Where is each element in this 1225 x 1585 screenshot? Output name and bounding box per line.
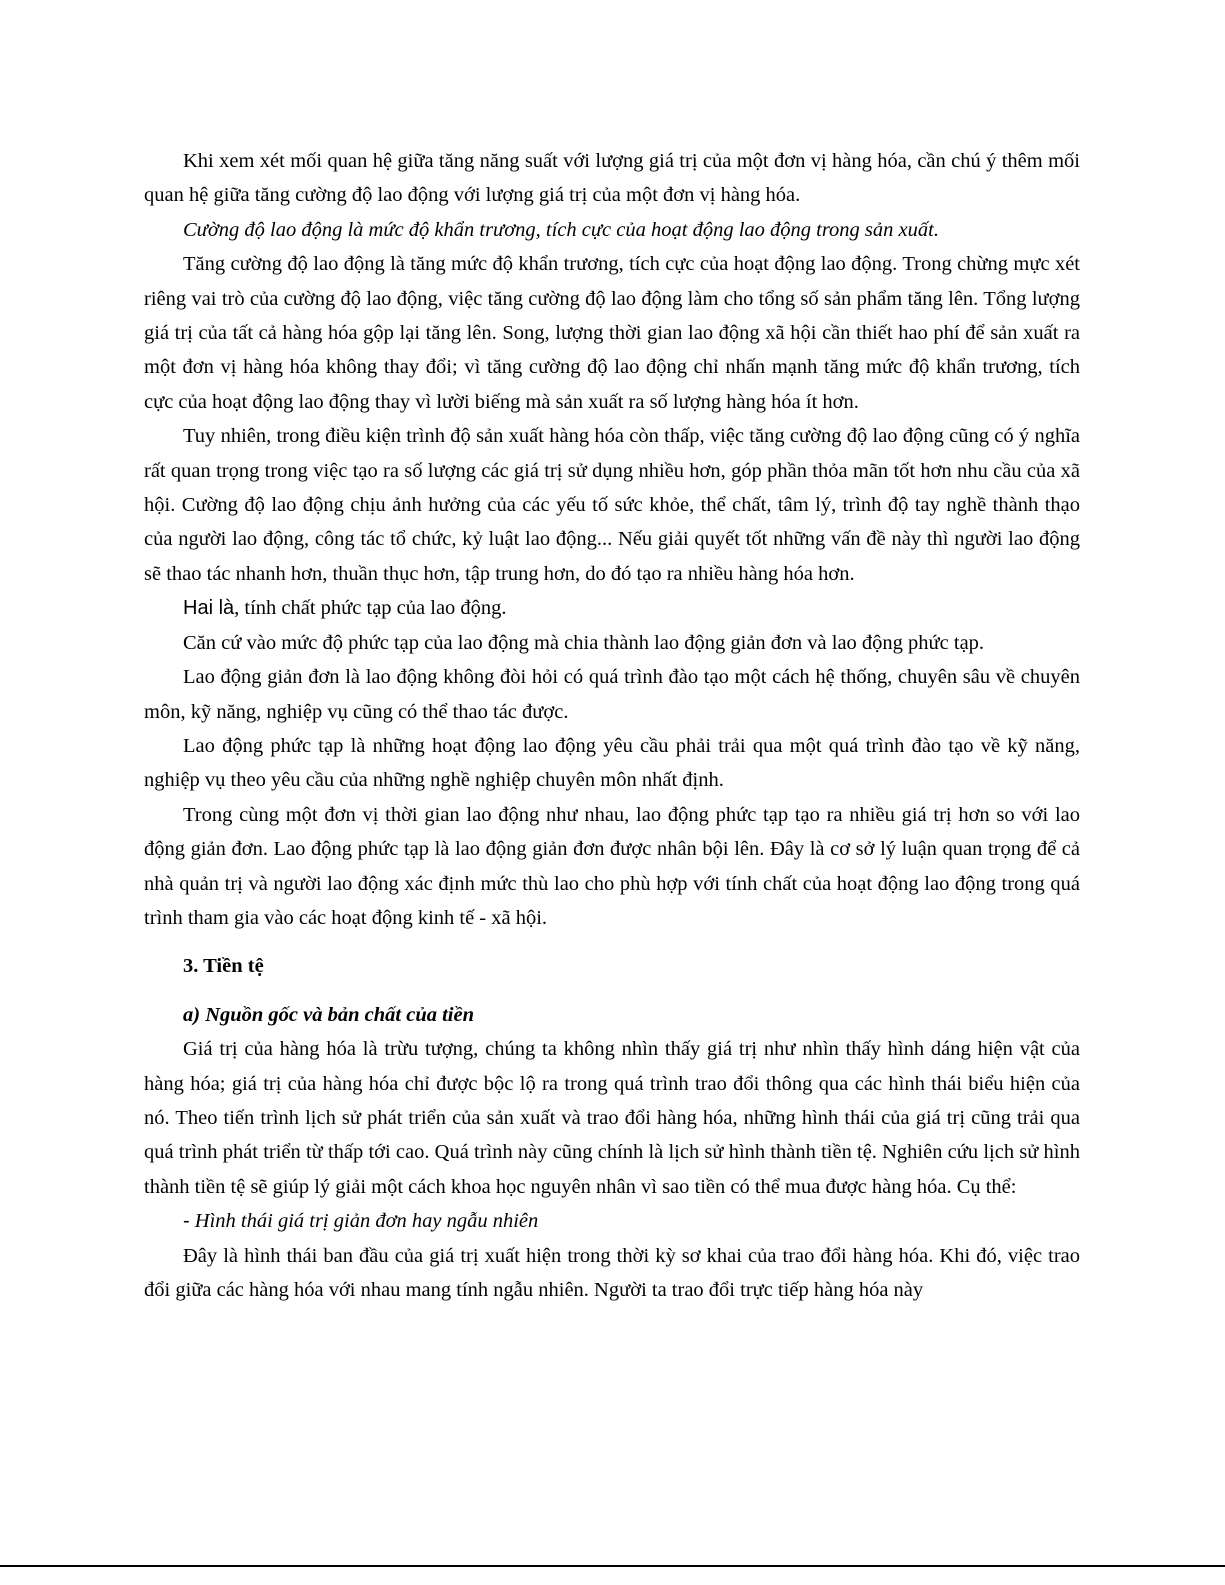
paragraph-simple-labor: Lao động giản đơn là lao động không đòi hỏi có quá trình đào tạo một cách hệ thống, chuyên sâu về chuyên môn, kỹ năng, nghiệp vụ cũng có thể thao tác được. bbox=[144, 666, 1080, 723]
list-item-simple-value-form bbox=[144, 1204, 1080, 1238]
section-heading-currency: 3. Tiền tệ bbox=[183, 955, 264, 978]
paragraph-simple-value-form: Đây là hình thái ban đầu của giá trị xuất hiện trong thời kỳ sơ khai của trao đổi hàng hóa. Khi đó, việc trao đổi giữa các hàng hóa với nhau mang tính ngẫu nhiên. Người ta trao đổi trực tiếp hàng hóa này bbox=[144, 1244, 1080, 1301]
paragraph-labor-classification: Căn cứ vào mức độ phức tạp của lao động mà chia thành lao động giản đơn và lao động phức tạp. bbox=[183, 631, 985, 654]
paragraph-however-intensity: Tuy nhiên, trong điều kiện trình độ sản xuất hàng hóa còn thấp, việc tăng cường độ lao động cũng có ý nghĩa rất quan trọng trong việc tạo ra số lượng các giá trị sử dụng nhiều hơn, góp phần thỏa mãn tốt hơn nhu cầu của xã hội. Cường độ lao động chịu ảnh hưởng của các yếu tố sức khỏe, thể chất, tâm lý, trình độ tay nghề thành thạo của người lao động, công tác tổ chức, kỷ luật lao động... Nếu giải quyết tốt những vấn đề này thì người lao động sẽ thao tác nhanh hơn, thuần thục hơn, tập trung hơn, do đó tạo ra nhiều hàng hóa hơn. bbox=[144, 425, 1080, 585]
second-factor-text: , tính chất phức tạp của lao động. bbox=[234, 597, 507, 620]
paragraph-complex-labor: Lao động phức tạp là những hoạt động lao động yêu cầu phải trải qua một quá trình đào tạo về kỹ năng, nghiệp vụ theo yêu cầu của những nghề nghiệp chuyên môn nhất định. bbox=[144, 734, 1080, 792]
second-factor-lead: Hai là bbox=[183, 597, 235, 620]
list-item-simple-value-form-text: Hình thái giá trị giản đơn hay ngẫu nhiên bbox=[194, 1210, 539, 1233]
paragraph-increase-intensity: Tăng cường độ lao động là tăng mức độ khẩn trương, tích cực của hoạt động lao động. Trong chừng mực xét riêng vai trò của cường độ lao động, việc tăng cường độ lao động làm cho tổng số sản phẩm tăng lên. Tổng lượng giá trị của tất cả hàng hóa gộp lại tăng lên. Song, lượng thời gian lao động xã hội cần thiết hao phí để sản xuất ra một đơn vị hàng hóa không thay đổi; vì tăng cường độ lao động chỉ nhấn mạnh tăng mức độ khẩn trương, tích cực của hoạt động lao động thay vì lười biếng mà sản xuất ra số lượng hàng hóa ít hơn. bbox=[144, 253, 1080, 413]
paragraph-complex-vs-simple: Trong cùng một đơn vị thời gian lao động như nhau, lao động phức tạp tạo ra nhiều giá trị hơn so với lao động giản đơn. Lao động phức tạp là lao động giản đơn được nhân bội lên. Đây là cơ sở lý luận quan trọng để cả nhà quản trị và người lao động xác định mức thù lao cho phù hợp với tính chất của hoạt động lao động trong quá trình tham gia vào các hoạt động kinh tế - xã hội. bbox=[144, 803, 1080, 929]
paragraph-value-forms: Giá trị của hàng hóa là trừu tượng, chúng ta không nhìn thấy giá trị như nhìn thấy hình dáng hiện vật của hàng hóa; giá trị của hàng hóa chỉ được bộc lộ ra trong quá trình trao đổi thông qua các hình thái biểu hiện của nó. Theo tiến trình lịch sử phát triển của sản xuất và trao đổi hàng hóa, những hình thái của giá trị cũng trải qua quá trình phát triển từ thấp tới cao. Quá trình này cũng chính là lịch sử hình thành tiền tệ. Nghiên cứu lịch sử hình thành tiền tệ sẽ giúp lý giải một cách khoa học nguyên nhân vì sao tiền có thể mua được hàng hóa. Cụ thể: bbox=[144, 1038, 1080, 1198]
page-bottom-rule bbox=[0, 1565, 1225, 1567]
paragraph-productivity-intensity: Khi xem xét mối quan hệ giữa tăng năng suất với lượng giá trị của một đơn vị hàng hóa, cần chú ý thêm mối quan hệ giữa tăng cường độ lao động với lượng giá trị của một đơn vị hàng hóa. bbox=[144, 150, 1080, 207]
list-dash: - bbox=[183, 1210, 190, 1233]
definition-labor-intensity: Cường độ lao động là mức độ khẩn trương, tích cực của hoạt động lao động trong sản xuất. bbox=[183, 218, 939, 241]
subsection-heading-origin-of-money: a) Nguồn gốc và bản chất của tiền bbox=[183, 1003, 474, 1026]
document-page bbox=[144, 144, 1080, 1307]
paragraph-second-factor bbox=[144, 591, 1080, 625]
